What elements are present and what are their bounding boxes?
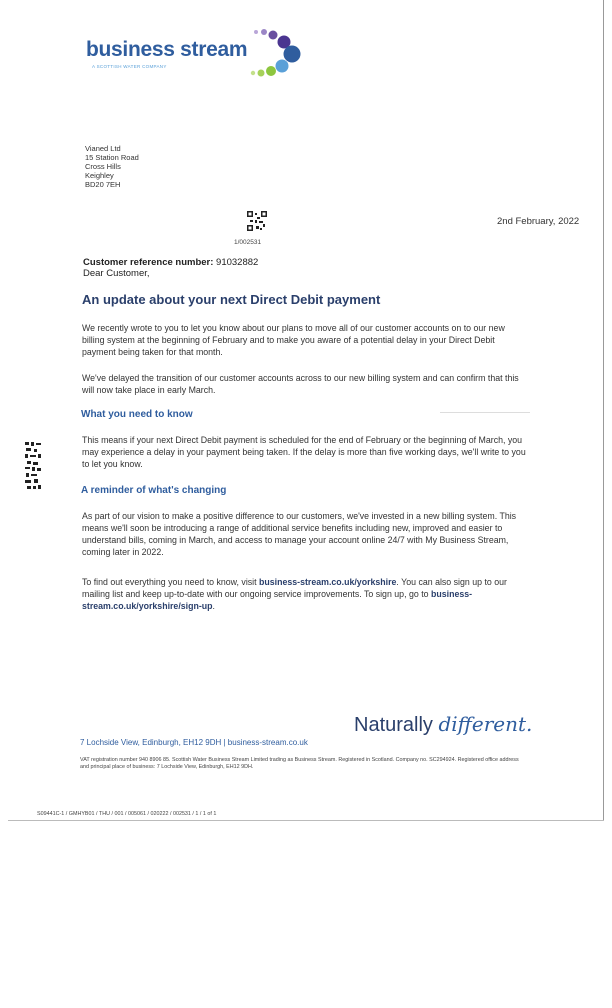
customer-reference-label: Customer reference number: [83,257,214,268]
delay-paragraph: We've delayed the transition of our customer accounts across to our new billing system and can confirm that this will now take place in early March. [82,373,519,395]
customer-reference-value: 91032882 [216,257,259,268]
address-line: Cross Hills [85,162,121,171]
reminder-paragraph: As part of our vision to make a positive difference to our customers, we've invested in a new billing system. This means we'll soon be introducing a range of additional service benefits including new, improved and easier to understand bills, coming in March, and access to manage your account online 24/7 with My Business Stream, coming later in 2022. [82,511,517,557]
section-heading-what-you-need: What you need to know [81,409,193,420]
address-line: Vianed Ltd [85,144,121,153]
what-you-need-paragraph: This means if your next Direct Debit payment is scheduled for the end of February or the beginning of March, you may experience a delay in your payment being taken. If the delay is more than five working days, we'll write to you to let you know. [82,435,526,469]
recipient-address [85,144,139,189]
tagline [354,712,532,737]
company-logo-subtitle: A SCOTTISH WATER COMPANY [92,64,167,69]
side-barcode [24,440,42,494]
address-line: Keighley [85,171,114,180]
mail-code-line: S09441C-1 / GMHYB01 / THU / 001 / 005061 / 020222 / 002531 / 1 / 1 of 1 [37,811,217,817]
salutation: Dear Customer, [83,268,150,279]
address-line: BD20 7EH [85,180,121,189]
divider [440,412,530,413]
qr-code-label: 1/002531 [234,239,262,246]
company-logo-dots [246,26,308,82]
customer-reference [83,257,258,279]
yorkshire-link[interactable]: business-stream.co.uk/yorkshire [259,577,397,587]
tagline-main: Naturally [354,714,433,736]
footer-legal: VAT registration number 940 8906 85. Scottish Water Business Stream Limited trading as Business Stream. Registered in Scotland. Company no. SC294924. Registered office address and principal place of business: 7 Lochside View, Edinburgh, EH12 9DH. [80,757,519,770]
letter-date: 2nd February, 2022 [497,216,580,227]
qr-code-image [247,211,267,231]
address-line: 15 Station Road [85,153,139,162]
find-out-text: . You can also sign up to our mailing list and keep up-to-date with our ongoing service improvements. To sign up, go to [82,577,507,599]
intro-paragraph: We recently wrote to you to let you know about our plans to move all of our customer accounts on to our new billing system at the beginning of February and to make you aware of a potential delay in your Direct Debit payment being taken for that month. [82,323,505,357]
sign-up-link[interactable]: business-stream.co.uk/yorkshire/sign-up [82,589,473,611]
tagline-script: different. [438,712,533,736]
letter-title: An update about your next Direct Debit payment [82,292,381,307]
find-out-text: . [212,601,215,611]
find-out-paragraph [82,576,527,612]
section-heading-reminder: A reminder of what's changing [81,485,227,496]
page-bottom-line [8,820,604,821]
page-edge-line [603,0,604,820]
footer-address: 7 Lochside View, Edinburgh, EH12 9DH | business-stream.co.uk [80,738,308,747]
company-logo-text: business stream [86,38,248,61]
find-out-text: To find out everything you need to know, visit [82,577,260,587]
